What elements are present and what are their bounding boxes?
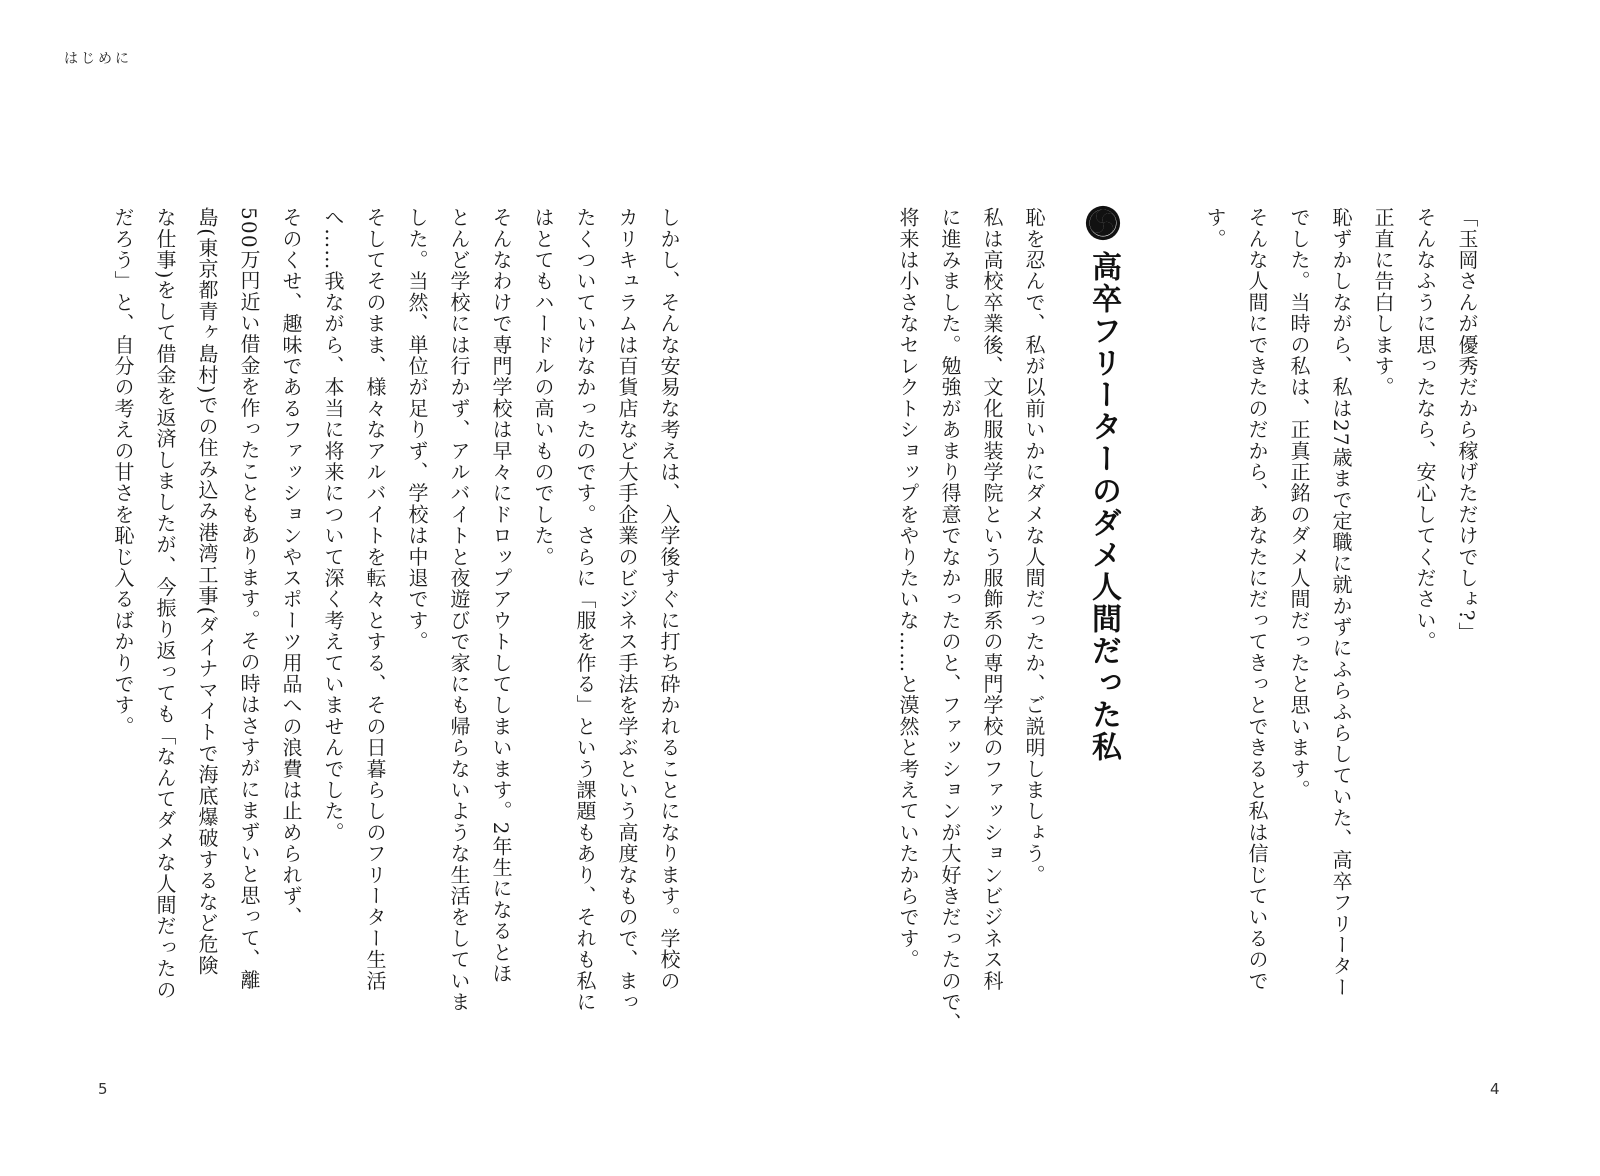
body-line: に進みました。勉強があまり得意でなかったのと、ファッションが大好きだったので、	[938, 207, 962, 1034]
body-line: 将来は小さなセレクトショップをやりたいな……と漠然と考えていたからです。	[896, 207, 920, 971]
page-number-right: 4	[1490, 1080, 1500, 1098]
page-number-left: 5	[98, 1080, 108, 1098]
body-line: 恥を忍んで、私が以前いかにダメな人間だったか、ご説明しましょう。	[1022, 207, 1046, 886]
body-line: 恥ずかしながら、私は27歳まで定職に就かずにふらふらしていた、高卒フリーター	[1329, 207, 1353, 999]
section-heading-text: 高卒フリーターのダメ人間だった私	[1086, 251, 1121, 763]
body-line: しかし、そんな安易な考えは、入学後すぐに打ち砕かれることになります。学校の	[657, 207, 681, 992]
body-line: とんど学校には行かず、アルバイトと夜遊びで家にも帰らないような生活をしていま	[447, 207, 471, 1013]
body-line: そんなわけで専門学校は早々にドロップアウトしてしまいます。2年生になるとほ	[489, 207, 513, 985]
body-line: す。	[1203, 207, 1227, 250]
right-page-section	[880, 207, 1055, 1047]
right-page-intro	[1188, 207, 1488, 1047]
body-line: そんなふうに思ったなら、安心してください。	[1413, 207, 1437, 653]
body-line: そしてそのまま、様々なアルバイトを転々とする、その日暮らしのフリーター生活	[363, 207, 387, 992]
body-line: カリキュラムは百貨店など大手企業のビジネス手法を学ぶという高度なもので、まっ	[615, 207, 639, 1013]
body-line: な仕事)をして借金を返済しましたが、今振り返っても「なんてダメな人間だったの	[153, 207, 177, 1001]
body-line: 500万円近い借金を作ったこともあります。その時はさすがにまずいと思って、離	[237, 207, 261, 991]
section-heading	[1074, 205, 1130, 1045]
body-line: 「玉岡さんが優秀だから稼げただけでしょ?」	[1455, 207, 1479, 643]
body-line: そんな人間にできたのだから、あなたにだってきっとできると私は信じているので	[1245, 207, 1269, 992]
body-line: でした。当時の私は、正真正銘のダメ人間だったと思います。	[1287, 207, 1311, 801]
body-line: 正直に告白します。	[1371, 207, 1395, 398]
body-line: した。当然、単位が足りず、学校は中退です。	[405, 207, 429, 653]
left-page-body	[90, 207, 690, 1047]
body-line: たくついていけなかったのです。さらに「服を作る」という課題もあり、それも私に	[573, 207, 597, 1013]
body-line: 島(東京都青ヶ島村)での住み込み港湾工事(ダイナマイトで海底爆破するなど危険	[195, 207, 219, 977]
tomoe-icon	[1085, 205, 1121, 241]
body-line: だろう」と、自分の考えの甘さを恥じ入るばかりです。	[111, 207, 135, 737]
body-line: はとてもハードルの高いものでした。	[531, 207, 555, 568]
body-line: そのくせ、趣味であるファッションやスポーツ用品への浪費は止められず、	[279, 207, 303, 928]
running-head: はじめに	[64, 51, 132, 67]
body-line: 私は高校卒業後、文化服装学院という服飾系の専門学校のファッションビジネス科	[980, 207, 1004, 992]
body-line: へ……我ながら、本当に将来について深く考えていませんでした。	[321, 207, 345, 843]
